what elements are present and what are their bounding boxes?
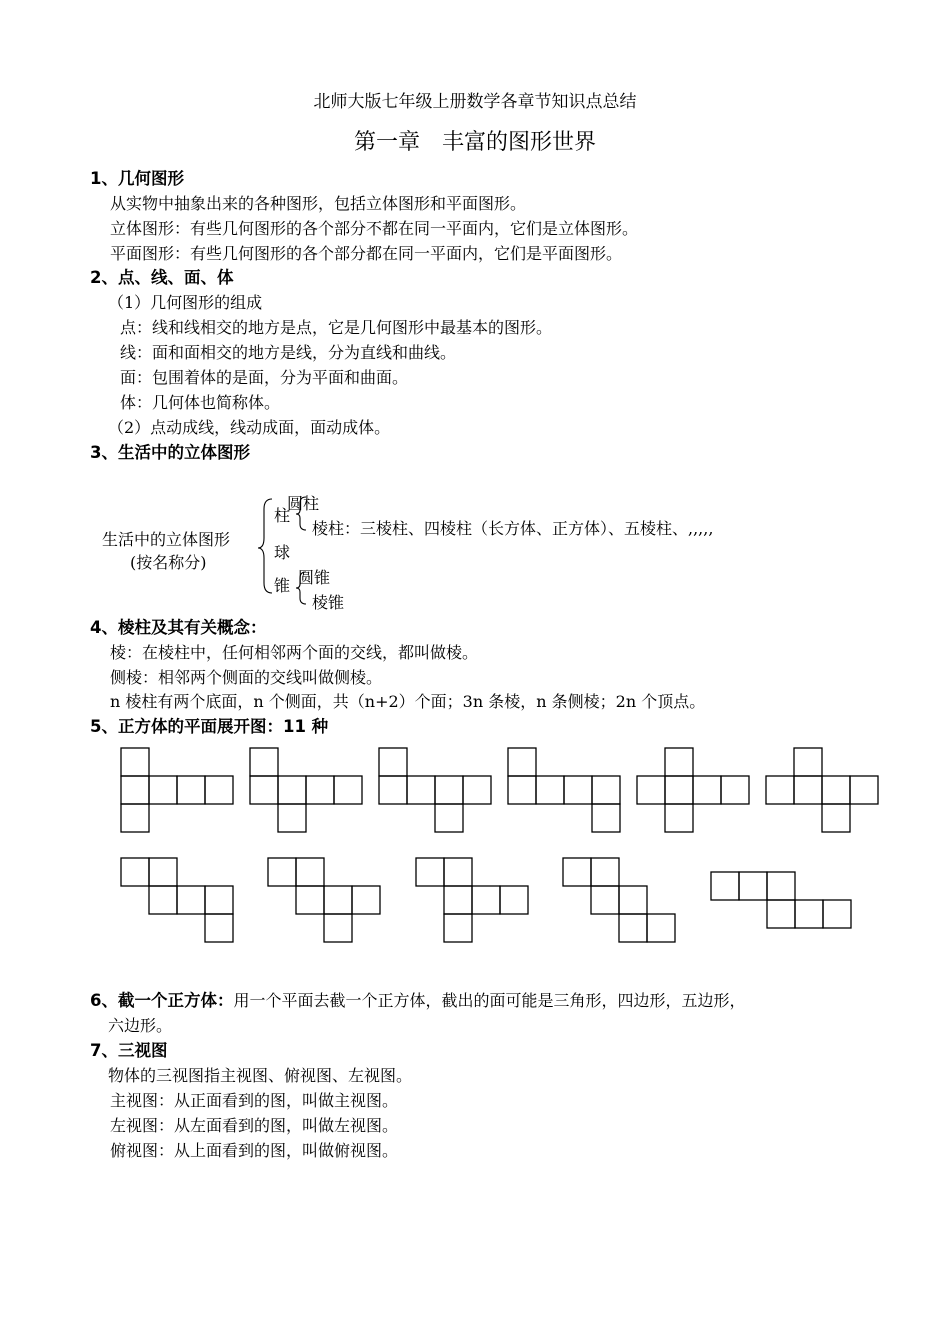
net-square	[121, 748, 149, 776]
net-square	[435, 776, 463, 804]
section-1-heading: 1、几何图形	[90, 169, 184, 188]
s2-body: 体：几何体也简称体。	[120, 393, 281, 412]
net-square	[711, 872, 739, 900]
chapter-title: 第一章 丰富的图形世界	[353, 130, 596, 155]
cube-nets	[121, 748, 878, 942]
net-square	[665, 748, 693, 776]
cube-net-9	[416, 858, 528, 942]
tree-lengzhui: 棱锥	[312, 593, 345, 612]
net-square	[508, 776, 536, 804]
net-square	[822, 804, 850, 832]
cube-net-11	[711, 872, 851, 928]
net-square	[822, 776, 850, 804]
net-square	[205, 886, 233, 914]
net-square	[407, 776, 435, 804]
section-5-heading: 5、正方体的平面展开图：11 种	[90, 717, 329, 736]
net-square	[592, 804, 620, 832]
tree-lengzhu: 棱柱：三棱柱、四棱柱（长方体、正方体）、五棱柱、,,,,,	[312, 519, 714, 538]
s2-face: 面：包围着体的是面，分为平面和曲面。	[120, 368, 409, 387]
net-square	[591, 886, 619, 914]
tree-qiu: 球	[274, 543, 291, 562]
s7-line-2: 主视图：从正面看到的图，叫做主视图。	[110, 1091, 399, 1110]
net-square	[619, 886, 647, 914]
net-square	[352, 886, 380, 914]
s2-point: 点：线和线相交的地方是点，它是几何图形中最基本的图形。	[120, 318, 553, 337]
net-square	[268, 858, 296, 886]
net-square	[149, 858, 177, 886]
main-brace	[258, 499, 272, 593]
cube-net-3	[379, 748, 491, 832]
net-square	[500, 886, 528, 914]
net-square	[416, 858, 444, 886]
net-square	[250, 748, 278, 776]
zhu-brace	[296, 497, 306, 530]
net-square	[205, 776, 233, 804]
net-square	[472, 886, 500, 914]
s6-line-2: 六边形。	[108, 1016, 173, 1035]
net-square	[693, 776, 721, 804]
net-square	[823, 900, 851, 928]
net-square	[795, 900, 823, 928]
tree-root: 生活中的立体图形	[102, 530, 231, 549]
net-square	[177, 776, 205, 804]
cube-net-10	[563, 858, 675, 942]
cube-net-4	[508, 748, 620, 832]
s1-line-3: 平面图形：有些几何图形的各个部分都在同一平面内，它们是平面图形。	[110, 244, 623, 263]
net-square	[278, 776, 306, 804]
net-square	[435, 804, 463, 832]
s1-line-1: 从实物中抽象出来的各种图形，包括立体图形和平面图形。	[110, 194, 527, 213]
net-square	[591, 858, 619, 886]
s4-line-2: 侧棱：相邻两个侧面的交线叫做侧棱。	[110, 668, 383, 687]
net-square	[121, 776, 149, 804]
section-3-heading: 3、生活中的立体图形	[90, 443, 250, 462]
net-square	[794, 748, 822, 776]
net-square	[121, 858, 149, 886]
net-square	[647, 914, 675, 942]
net-square	[794, 776, 822, 804]
zhui-brace	[296, 572, 306, 604]
net-square	[444, 914, 472, 942]
s2-sub-2: （2）点动成线，线动成面，面动成体。	[108, 418, 391, 437]
s2-sub-1: （1）几何图形的组成	[108, 293, 263, 312]
net-square	[592, 776, 620, 804]
section-7-heading: 7、三视图	[90, 1041, 168, 1060]
net-square	[508, 748, 536, 776]
s4-line-1: 棱：在棱柱中，任何相邻两个面的交线，都叫做棱。	[110, 643, 479, 662]
cube-net-7	[121, 858, 233, 942]
cube-net-8	[268, 858, 380, 942]
net-square	[296, 886, 324, 914]
classification-braces	[258, 497, 306, 604]
net-square	[149, 886, 177, 914]
net-square	[444, 886, 472, 914]
net-square	[177, 886, 205, 914]
net-square	[296, 858, 324, 886]
net-square	[739, 872, 767, 900]
net-square	[721, 776, 749, 804]
section-6-heading: 6、截一个正方体：	[90, 991, 234, 1010]
net-square	[463, 776, 491, 804]
net-square	[619, 914, 647, 942]
net-square	[250, 776, 278, 804]
net-square	[324, 914, 352, 942]
net-square	[850, 776, 878, 804]
net-square	[665, 776, 693, 804]
s7-line-4: 俯视图：从上面看到的图，叫做俯视图。	[110, 1141, 399, 1160]
net-square	[767, 872, 795, 900]
section-2-heading: 2、点、线、面、体	[90, 268, 234, 287]
net-square	[444, 858, 472, 886]
document-title: 北师大版七年级上册数学各章节知识点总结	[313, 92, 637, 112]
tree-yuanzhu: 圆柱	[287, 494, 320, 513]
cube-net-5	[637, 748, 749, 832]
net-square	[536, 776, 564, 804]
cube-net-1	[121, 748, 233, 832]
s7-line-1: 物体的三视图指主视图、俯视图、左视图。	[108, 1066, 413, 1085]
s6-line-1: 用一个平面去截一个正方体，截出的面可能是三角形，四边形，五边形，	[233, 991, 746, 1010]
net-square	[563, 858, 591, 886]
s2-line: 线：面和面相交的地方是线，分为直线和曲线。	[120, 343, 457, 362]
net-square	[766, 776, 794, 804]
net-square	[324, 886, 352, 914]
tree-root-note: (按名称分)	[130, 553, 207, 572]
net-square	[665, 804, 693, 832]
net-square	[121, 804, 149, 832]
tree-zhu: 柱	[274, 506, 291, 525]
tree-zhui: 锥	[274, 576, 291, 595]
net-square	[379, 748, 407, 776]
net-square	[379, 776, 407, 804]
tree-yuanzhui: 圆锥	[298, 568, 331, 587]
cube-net-6	[766, 748, 878, 832]
net-square	[278, 804, 306, 832]
cube-net-2	[250, 748, 362, 832]
net-square	[637, 776, 665, 804]
section-4-heading: 4、棱柱及其有关概念：	[90, 618, 267, 637]
net-square	[306, 776, 334, 804]
s1-line-2: 立体图形：有些几何图形的各个部分不都在同一平面内，它们是立体图形。	[110, 219, 639, 238]
net-square	[334, 776, 362, 804]
s4-line-3: n 棱柱有两个底面，n 个侧面，共（n+2）个面；3n 条棱，n 条侧棱；2n 个顶点。	[110, 692, 706, 711]
net-square	[767, 900, 795, 928]
net-square	[149, 776, 177, 804]
s7-line-3: 左视图：从左面看到的图，叫做左视图。	[110, 1116, 399, 1135]
net-square	[205, 914, 233, 942]
net-square	[564, 776, 592, 804]
